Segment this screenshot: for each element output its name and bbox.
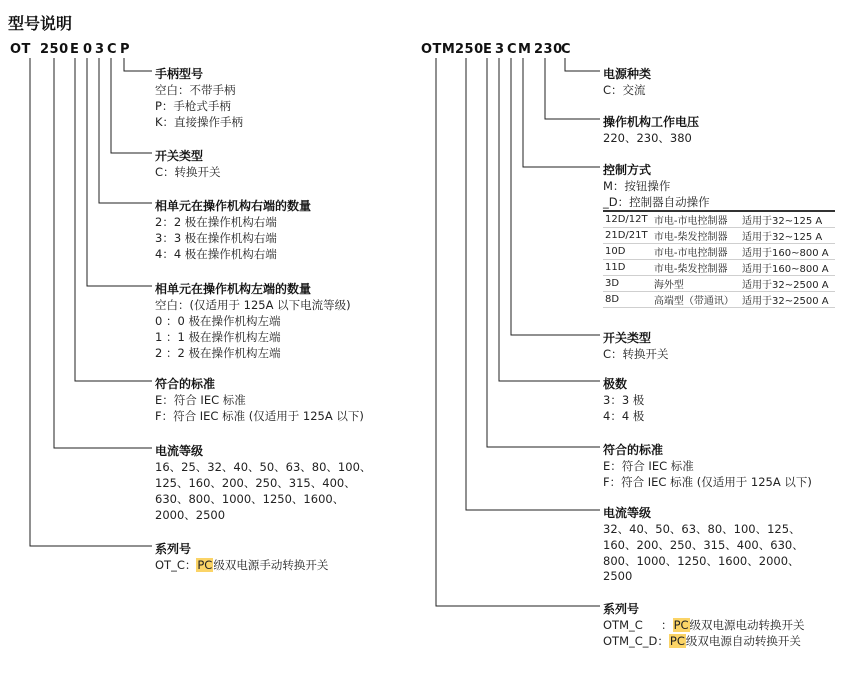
section-line: 4：4 极在操作机构右端 [155,247,277,261]
section-heading: 电源种类 [603,67,652,81]
left-line-series [30,58,152,546]
right-line-series [436,58,600,606]
section-heading: 相单元在操作机构左端的数量 [155,282,312,296]
right-line-standard [487,58,600,447]
table-row [603,211,835,228]
table-row [603,260,835,276]
table-cell: 10D [603,244,652,260]
table-row [603,228,835,244]
section-line: 2000、2500 [155,508,226,522]
table-cell: 8D [603,292,652,308]
page-title: 型号说明 [8,14,73,33]
table-cell: 适用于32~125 A [740,228,835,244]
series-suffix: 级双电源自动转换开关 [685,634,801,648]
section-heading: 电流等级 [603,506,652,520]
section-heading: 开关类型 [155,149,204,163]
table-cell: 适用于32~125 A [740,211,835,228]
section-line: M：按钮操作 [603,179,671,193]
section-line: K：直接操作手柄 [155,115,244,129]
series-prefix: OTM_C_D： [603,634,669,648]
left-code-seg: OT [10,42,31,57]
left-code-seg: 3 [95,42,105,57]
section-heading: 开关类型 [603,331,652,345]
series-line [603,617,805,633]
table-cell: 12D/12T [603,211,652,228]
series-prefix: OTM_C ： [603,618,673,632]
right-code-seg: 250 [455,42,484,57]
table-cell: 21D/21T [603,228,652,244]
right-line-switch-type [511,58,600,335]
pc-highlight: PC [197,558,213,572]
section-line: 空白：(仅适用于 125A 以下电流等级) [155,298,351,312]
section-heading: 符合的标准 [155,377,216,391]
left-code-seg: P [120,42,131,57]
table-cell: 适用于160~800 A [740,244,835,260]
section-heading: 电流等级 [155,444,204,458]
section-line: 32、40、50、63、80、100、125、 [603,522,801,536]
section-line: 空白：不带手柄 [155,83,236,97]
table-cell: 适用于32~2500 A [740,276,835,292]
left-line-current [54,58,152,448]
section-line: 800、1000、1250、1600、2000、 [603,554,800,568]
section-line: 160、200、250、315、400、630、 [603,538,804,552]
section-line: 1 ：1 极在操作机构左端 [155,330,281,344]
section-line: 2 ：2 极在操作机构左端 [155,346,281,360]
right-code-seg: 230 [534,42,563,57]
series-line [603,633,801,649]
section-line: C：转换开关 [155,165,221,179]
left-code-seg: 250 [40,42,69,57]
left-line-handle [124,58,152,71]
right-line-current [466,58,600,510]
section-line: 3：3 极 [603,393,645,407]
section-line: C：转换开关 [603,347,669,361]
right-code-seg: E [483,42,493,57]
right-code-seg: C [561,42,572,57]
table-cell: 11D [603,260,652,276]
series-line [155,557,328,573]
section-heading: 相单元在操作机构右端的数量 [155,199,312,213]
left-line-switch-type [111,58,152,153]
section-line: P：手枪式手柄 [155,99,231,113]
table-cell: 市电-市电控制器 [652,211,740,228]
section-line: F：符合 IEC 标准 (仅适用于 125A 以下) [155,409,364,423]
right-code-seg: M [518,42,532,57]
right-line-control [523,58,600,167]
table-cell: 海外型 [652,276,740,292]
series-suffix: 级双电源手动转换开关 [213,558,329,572]
right-code-seg: 3 [495,42,505,57]
section-heading: 操作机构工作电压 [603,115,700,129]
section-heading: 符合的标准 [603,443,664,457]
section-heading: 极数 [603,377,628,391]
section-line: 2：2 极在操作机构右端 [155,215,277,229]
section-line: E：符合 IEC 标准 [155,393,246,407]
section-heading: 系列号 [155,542,192,556]
right-line-poles [499,58,600,381]
left-code-seg: 0 [83,42,93,57]
section-line: 0 ：0 极在操作机构左端 [155,314,281,328]
section-heading: 控制方式 [603,163,652,177]
left-code-seg: E [70,42,80,57]
left-code-seg: C [107,42,118,57]
section-line: 220、230、380 [603,131,692,145]
table-cell: 市电-市电控制器 [652,244,740,260]
table-cell: 3D [603,276,652,292]
right-line-power [565,58,600,71]
pc-highlight: PC [669,634,685,648]
table-row [603,244,835,260]
section-heading: 系列号 [603,602,640,616]
table-cell: 适用于32~2500 A [740,292,835,308]
right-code-seg: OTM [421,42,456,57]
section-line: 630、800、1000、1250、1600、 [155,492,345,506]
table-cell: 适用于160~800 A [740,260,835,276]
section-line: 3：3 极在操作机构右端 [155,231,277,245]
section-line: _D：控制器自动操作 [603,195,710,209]
controller-table [603,210,835,308]
section-line: 4：4 极 [603,409,645,423]
left-line-left-poles [87,58,152,286]
section-line: C：交流 [603,83,646,97]
right-code-seg: C [507,42,518,57]
right-line-voltage [545,58,600,119]
section-heading: 手柄型号 [155,67,204,81]
section-line: 16、25、32、40、50、63、80、100、 [155,460,372,474]
series-prefix: OT_C： [155,558,197,572]
table-row [603,276,835,292]
section-line: E：符合 IEC 标准 [603,459,694,473]
section-line: 2500 [603,569,633,583]
table-cell: 高端型（带通讯） [652,292,740,308]
left-line-right-poles [99,58,152,203]
section-line: F：符合 IEC 标准 (仅适用于 125A 以下) [603,475,812,489]
table-cell: 市电-柴发控制器 [652,260,740,276]
pc-highlight: PC [673,618,689,632]
section-line: 125、160、200、250、315、400、 [155,476,356,490]
series-suffix: 级双电源电动转换开关 [689,618,805,632]
table-cell: 市电-柴发控制器 [652,228,740,244]
table-row [603,292,835,308]
